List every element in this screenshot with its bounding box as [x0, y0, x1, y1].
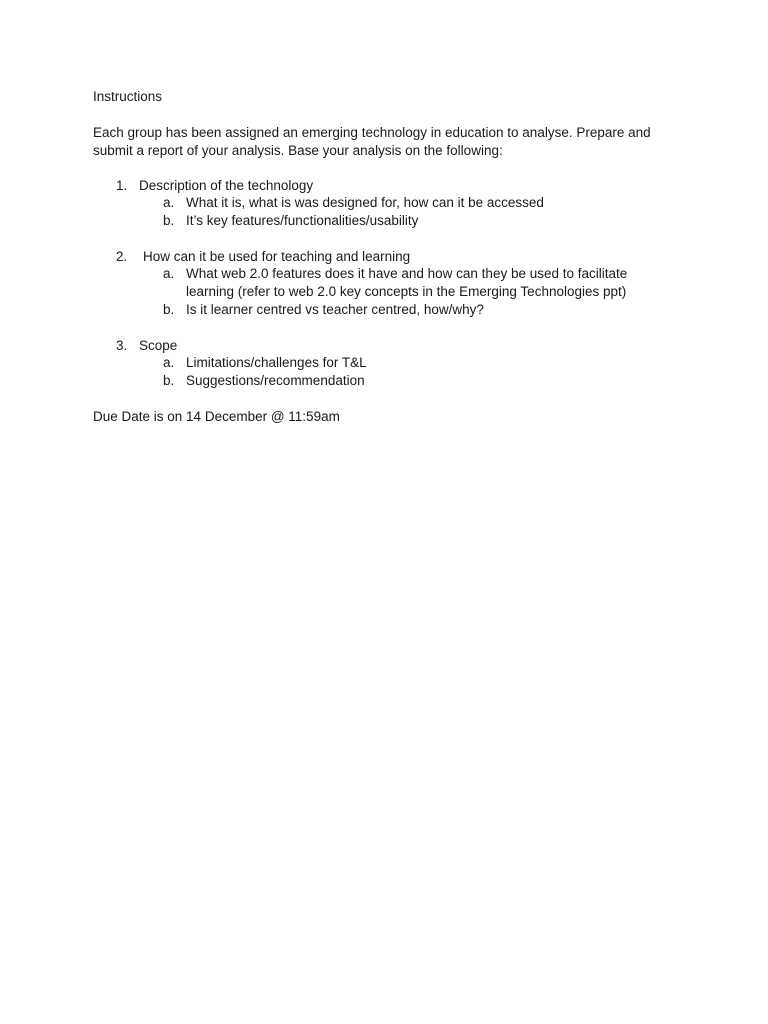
item-letter: b. [163, 302, 175, 317]
intro-line-1: Each group has been assigned an emerging technology in education to analyse. Prepare and [93, 125, 651, 140]
item-text: What web 2.0 features does it have and how can they be used to facilitate [186, 266, 628, 281]
item-text: Limitations/challenges for T&L [186, 355, 367, 370]
section-number: 2. [116, 249, 128, 264]
item-text: Suggestions/recommendation [186, 373, 365, 388]
item-text: What it is, what is was designed for, how can it be accessed [186, 195, 544, 210]
item-text: learning (refer to web 2.0 key concepts in the Emerging Technologies ppt) [186, 284, 627, 299]
item-letter: b. [163, 373, 175, 388]
item-text: It’s key features/functionalities/usability [186, 213, 419, 228]
item-letter: a. [163, 195, 175, 210]
section-title: Scope [139, 338, 178, 353]
section-number: 3. [116, 338, 128, 353]
section-title: Description of the technology [139, 178, 314, 193]
due-date: Due Date is on 14 December @ 11:59am [93, 409, 340, 424]
item-letter: b. [163, 213, 175, 228]
item-letter: a. [163, 355, 175, 370]
section-title: How can it be used for teaching and learning [143, 249, 411, 264]
section-number: 1. [116, 178, 128, 193]
item-letter: a. [163, 266, 175, 281]
intro-line-2: submit a report of your analysis. Base your analysis on the following: [93, 143, 503, 158]
document-heading: Instructions [93, 89, 163, 104]
item-text: Is it learner centred vs teacher centred, how/why? [186, 302, 484, 317]
